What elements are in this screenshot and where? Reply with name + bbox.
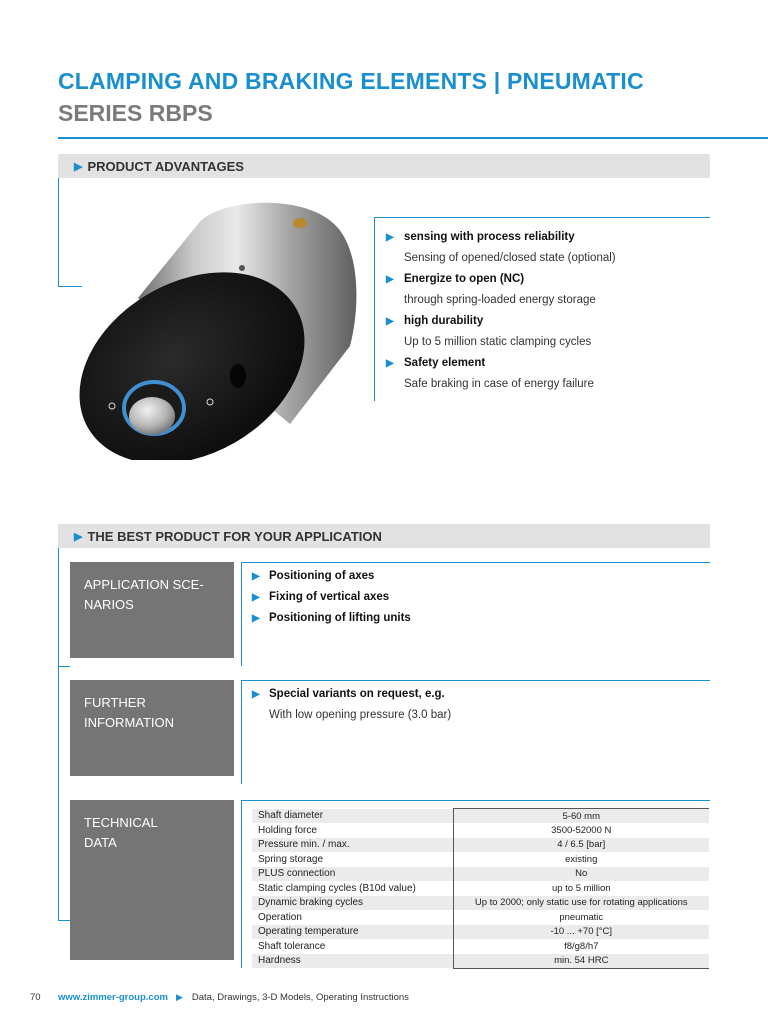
tech-value: pneumatic — [453, 910, 709, 925]
table-row — [252, 939, 709, 954]
scenarios-list — [252, 566, 411, 629]
advantage-title: high durability — [404, 315, 484, 327]
tech-label: Hardness — [252, 954, 453, 969]
list-item — [386, 353, 706, 374]
advantage-desc: Up to 5 million static clamping cycles — [404, 336, 592, 348]
scenario-label: Fixing of vertical axes — [269, 591, 390, 603]
arrow-right-icon: ▶ — [386, 274, 394, 285]
advantage-desc: through spring-loaded energy storage — [404, 294, 596, 306]
application-scenarios-box — [70, 562, 234, 658]
further-information-box — [70, 680, 234, 776]
scenario-label: Positioning of lifting units — [269, 612, 411, 624]
connector-line — [58, 548, 59, 920]
tech-value: min. 54 HRC — [453, 954, 709, 969]
advantage-title: Safety element — [404, 357, 486, 369]
list-item — [252, 566, 411, 587]
tech-label: Operation — [258, 911, 302, 923]
advantages-list — [386, 227, 706, 395]
box-label: APPLICATION SCE- — [84, 577, 204, 592]
connector-line — [241, 800, 710, 801]
connector-line — [241, 562, 242, 666]
tech-value: up to 5 million — [453, 881, 709, 896]
list-item — [386, 269, 706, 290]
arrow-right-icon: ▶ — [386, 358, 394, 369]
arrow-right-icon: ▶ — [74, 530, 83, 543]
arrow-right-icon: ▶ — [386, 232, 394, 243]
tech-value: 4 / 6.5 [bar] — [453, 838, 709, 853]
further-desc: With low opening pressure (3.0 bar) — [269, 709, 452, 721]
connector-line — [58, 666, 70, 667]
list-item — [386, 311, 706, 332]
footer-links: Data, Drawings, 3-D Models, Operating Instructions — [191, 992, 409, 1003]
table-row — [252, 867, 709, 882]
table-row — [252, 896, 709, 911]
list-item — [252, 587, 411, 608]
tech-value: Up to 2000; only static use for rotating applications — [453, 896, 709, 911]
list-item — [252, 684, 451, 705]
section-heading: THE BEST PRODUCT FOR YOUR APPLICATION — [87, 528, 382, 544]
list-item — [252, 608, 411, 629]
arrow-right-icon: ▶ — [386, 316, 394, 327]
tech-label: Operating temperature — [252, 925, 453, 940]
further-info-list — [252, 684, 451, 726]
tech-label: Shaft tolerance — [258, 940, 326, 952]
arrow-right-icon: ▶ — [74, 160, 83, 173]
table-row — [252, 838, 709, 853]
box-label: FURTHER — [84, 695, 146, 710]
tech-value: f8/g8/h7 — [453, 939, 709, 954]
table-row — [252, 925, 709, 940]
box-label: INFORMATION — [84, 715, 175, 730]
page-title: CLAMPING AND BRAKING ELEMENTS | PNEUMATIC — [58, 68, 644, 94]
tech-value: existing — [453, 852, 709, 867]
arrow-right-icon: ▶ — [252, 689, 260, 700]
advantage-title: Energize to open (NC) — [404, 273, 525, 285]
tech-label: Holding force — [258, 824, 317, 836]
box-label: DATA — [84, 835, 117, 850]
connector-line — [241, 800, 242, 968]
connector-line — [241, 562, 710, 563]
table-row — [252, 910, 709, 925]
advantage-desc: Safe braking in case of energy failure — [404, 378, 594, 390]
product-image — [68, 188, 360, 460]
tech-label: Shaft diameter — [252, 809, 453, 824]
connector-line — [241, 680, 242, 784]
page-number: 70 — [30, 992, 41, 1003]
page-subtitle: SERIES RBPS — [58, 100, 213, 126]
table-row — [252, 823, 709, 838]
box-label: NARIOS — [84, 597, 134, 612]
table-row — [252, 852, 709, 867]
connector-line — [241, 680, 710, 681]
advantage-desc: Sensing of opened/closed state (optional) — [404, 252, 616, 264]
connector-line — [374, 217, 710, 218]
section-bar-application — [58, 524, 710, 548]
tech-label: Dynamic braking cycles — [252, 896, 453, 911]
table-row — [252, 954, 709, 969]
box-label: TECHNICAL — [84, 815, 158, 830]
list-item — [386, 227, 706, 248]
table-row — [252, 881, 709, 896]
technical-data-box — [70, 800, 234, 960]
connector-line — [374, 217, 375, 401]
section-heading: PRODUCT ADVANTAGES — [87, 158, 244, 174]
tech-label: Pressure min. / max. — [252, 838, 453, 853]
website-link[interactable]: www.zimmer-group.com — [58, 992, 168, 1003]
arrow-right-icon: ▶ — [252, 571, 260, 582]
arrow-right-icon: ▶ — [252, 613, 260, 624]
arrow-right-icon: ▶ — [252, 592, 260, 603]
tech-value: -10 ... +70 [°C] — [453, 925, 709, 940]
tech-label: Static clamping cycles (B10d value) — [258, 882, 416, 894]
footer — [30, 992, 409, 1003]
section-bar-advantages — [58, 154, 710, 178]
connector-line — [58, 920, 70, 921]
tech-value: 3500-52000 N — [453, 823, 709, 838]
tech-value: No — [453, 867, 709, 882]
arrow-right-icon: ▶ — [175, 992, 183, 1002]
tech-value: 5-60 mm — [453, 809, 709, 824]
connector-line — [58, 178, 59, 286]
advantage-title: sensing with process reliability — [404, 231, 575, 243]
scenario-label: Positioning of axes — [269, 570, 375, 582]
title-rule — [58, 137, 768, 139]
further-title: Special variants on request, e.g. — [269, 688, 445, 700]
technical-data-table — [252, 808, 709, 969]
tech-label: Spring storage — [258, 853, 324, 865]
table-row — [252, 809, 709, 824]
tech-label: PLUS connection — [252, 867, 453, 882]
